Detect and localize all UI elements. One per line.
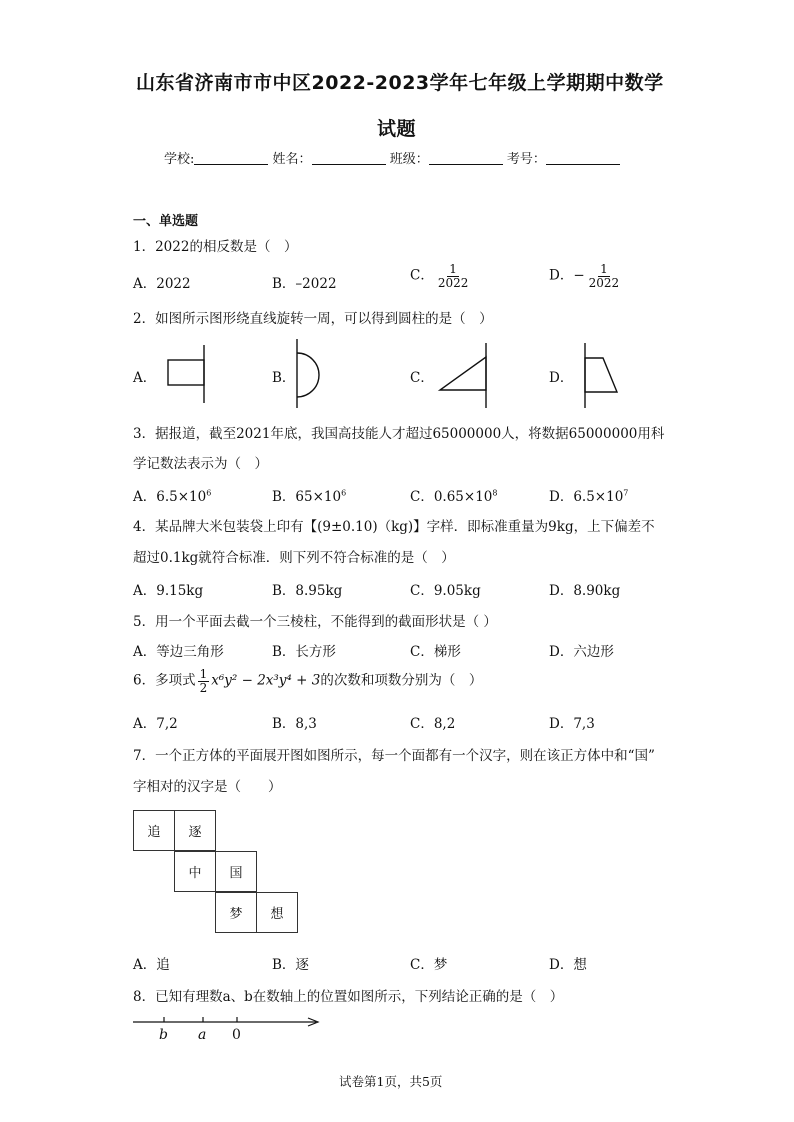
q5-option-d: D．六边形 (549, 644, 614, 660)
section-heading: 一、单选题 (133, 214, 199, 229)
cube-net-cell: 逐 (174, 810, 216, 851)
question-7-stem-line2: 字相对的汉字是（ ） (133, 779, 282, 795)
school-label: 学校: (164, 152, 195, 167)
q2-option-c: C． (410, 370, 434, 386)
name-label: 姓名： (272, 152, 312, 167)
fraction-denominator: 2022 (437, 275, 469, 290)
question-5-stem: 5．用一个平面去截一个三棱柱，不能得到的截面形状是（ ） (133, 614, 497, 630)
question-8-stem: 8．已知有理数a、b在数轴上的位置如图所示，下列结论正确的是（ ） (133, 989, 564, 1005)
question-7-stem-line1: 7．一个正方体的平面展开图如图所示，每一个面都有一个汉字，则在该正方体中和“国” (133, 748, 655, 764)
q5-option-b: B．长方形 (272, 644, 336, 660)
fraction-numerator: 1 (600, 262, 608, 276)
q7-option-c: C．梦 (410, 957, 448, 973)
cube-net-cell: 国 (215, 851, 257, 892)
cube-net-cell: 中 (174, 851, 216, 892)
q4-option-a: A．9.15kg (133, 583, 204, 599)
q1-option-d-label: D． (549, 267, 574, 284)
q6-polynomial: x⁶y² − 2x³y⁴ + 3 (211, 672, 321, 689)
number-label: 考号： (506, 152, 546, 167)
q6-option-c: C．8,2 (410, 716, 456, 732)
question-1-stem: 1．2022的相反数是（ ） (133, 239, 298, 255)
q7-option-a: A．追 (133, 957, 170, 973)
cube-net-cell: 追 (133, 810, 175, 851)
q4-option-c: C．9.05kg (410, 583, 481, 599)
q1-option-b: B．–2022 (272, 276, 337, 292)
question-2-stem: 2．如图所示图形绕直线旋转一周，可以得到圆柱的是（ ） (133, 311, 493, 327)
q2-option-a: A． (133, 370, 157, 386)
cube-net-cell: 想 (256, 892, 298, 933)
q4-option-b: B．8.95kg (272, 583, 343, 599)
q1-option-a: A．2022 (133, 276, 191, 292)
page-footer: 试卷第1页，共5页 (339, 1074, 443, 1089)
q4-option-d: D．8.90kg (549, 583, 621, 599)
q7-option-b: B．逐 (272, 957, 309, 973)
q3-option-d-exponent: 7 (623, 488, 629, 498)
q6-prefix: 6．多项式 (133, 672, 196, 689)
cube-net-cell: 梦 (215, 892, 257, 933)
q7-option-d: D．想 (549, 957, 587, 973)
q6-suffix: 的次数和项数分别为（ ） (320, 672, 483, 689)
class-label: 班级： (389, 152, 429, 167)
q3-option-b-exponent: 6 (341, 488, 347, 498)
page-title: 山东省济南市市中区2022-2023学年七年级上学期期中数学 (136, 72, 664, 94)
q1-option-d-sign: − (573, 267, 585, 284)
question-4-stem-line1: 4．某品牌大米包装袋上印有【(9±0.10)（kg)】字样．即标准重量为9kg，上下偏差不 (133, 519, 655, 535)
q2-option-b: B． (272, 370, 296, 386)
number-line-label-a: a (198, 1027, 207, 1043)
q1-option-c-label: C． (410, 267, 434, 284)
question-4-stem-line2: 超过0.1kg就符合标准．则下列不符合标准的是（ ） (133, 550, 455, 566)
q3-option-a-base: A．6.5×10 (133, 489, 207, 505)
fraction-denominator: 2 (199, 680, 208, 695)
fraction-numerator: 1 (199, 667, 208, 681)
q3-option-c-exponent: 8 (492, 488, 498, 498)
fraction-denominator: 2022 (588, 275, 620, 290)
fraction-numerator: 1 (449, 262, 457, 276)
q3-option-d-base: D．6.5×10 (549, 489, 624, 505)
number-line-label-b: b (159, 1027, 168, 1043)
q5-option-a: A．等边三角形 (133, 644, 224, 660)
q6-option-d: D．7,3 (549, 716, 595, 732)
q3-option-c-base: C．0.65×10 (410, 489, 493, 505)
number-line-label-zero: 0 (232, 1027, 241, 1043)
question-3-stem-line2: 学记数法表示为（ ） (133, 456, 268, 472)
page-title-continued: 试题 (377, 118, 417, 140)
q2-option-d: D． (549, 370, 574, 386)
q3-option-b-base: B．65×10 (272, 489, 342, 505)
q5-option-c: C．梯形 (410, 644, 461, 660)
q6-option-b: B．8,3 (272, 716, 317, 732)
q6-option-a: A．7,2 (133, 716, 178, 732)
q3-option-a-exponent: 6 (206, 488, 212, 498)
question-3-stem-line1: 3．据报道，截至2021年底，我国高技能人才超过65000000人，将数据65000000用科 (133, 426, 665, 442)
